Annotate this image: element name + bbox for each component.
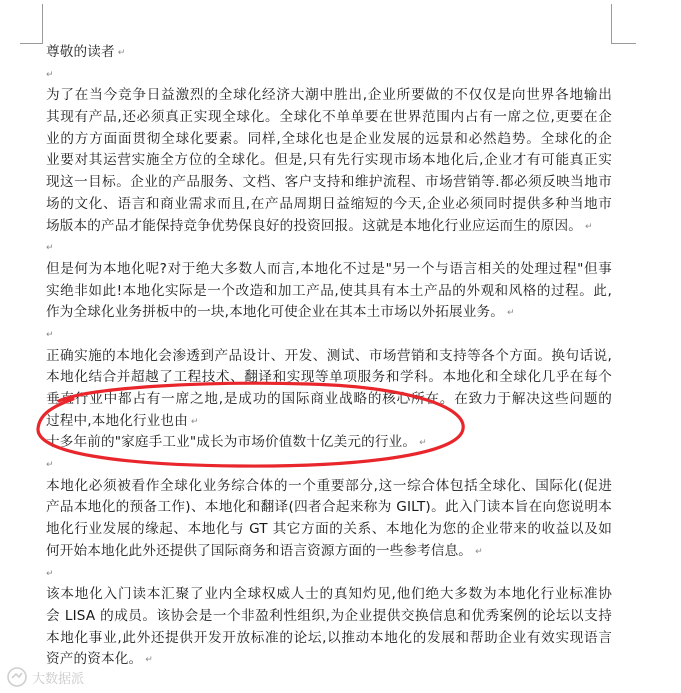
paragraph-1-line bbox=[46, 129, 612, 151]
paragraph-4-line bbox=[46, 497, 612, 519]
paragraph-3-line bbox=[46, 411, 612, 433]
line-text: 何开始本地化此外还提供了国际商务和语言资源方面的一些参考信息。 bbox=[46, 542, 473, 559]
line-text: 现这一目标。企业的产品服务、文档、客户支持和维护流程、市场营销等.都必须反映当地市 bbox=[46, 174, 612, 191]
paragraph-1-line bbox=[46, 85, 612, 107]
watermark bbox=[6, 665, 84, 689]
paragraph-mark-icon: ↵ bbox=[46, 568, 54, 579]
blank-line bbox=[46, 324, 612, 346]
line-text: 实绝非如此!本地化实际是一个改造和加工产品,使其具有本土产品的外观和风格的过程。此, bbox=[46, 282, 612, 299]
line-text: 产品本地化的预备工作)、本地化和翻译(四者合起来称为 GILT)。此入门读本旨在向您说明本 bbox=[46, 499, 612, 516]
salutation-line bbox=[46, 42, 612, 64]
paragraph-1-line bbox=[46, 194, 612, 216]
paragraph-1-line bbox=[46, 107, 612, 129]
line-text: 会 LISA 的成员。该协会是一个非盈利性组织,为企业提供交换信息和优秀案例的论坛以支持 bbox=[46, 607, 612, 624]
blank-line bbox=[46, 237, 612, 259]
paragraph-3-line bbox=[46, 367, 612, 389]
line-text: 本地化事业,此外还提供开发开放标准的论坛,以推动本地化的发展和帮助企业有效实现语言 bbox=[46, 629, 612, 646]
watermark-logo-icon bbox=[6, 666, 28, 688]
paragraph-5-line bbox=[46, 606, 612, 628]
line-text: 业要对其运营实施全方位的全球化。但是,只有先行实现市场本地化后,企业才有可能真正实 bbox=[46, 152, 612, 169]
line-text: 其现有产品,还必须真正实现全球化。全球化不单单要在世界范围内占有一席之位,更要在企 bbox=[46, 109, 612, 126]
line-text: 场的文化、语言和商业需求而且,在产品周期日益缩短的今天,企业必须同时提供多种当地市 bbox=[46, 195, 612, 212]
paragraph-2-line bbox=[46, 259, 612, 281]
paragraph-4-line bbox=[46, 541, 612, 563]
paragraph-5-line bbox=[46, 584, 612, 606]
line-text: 地化行业发展的缘起、本地化与 GT 其它方面的关系、本地化为您的企业带来的收益以及如 bbox=[46, 521, 612, 538]
line-text: 十多年前的"家庭手工业"成长为市场价值数十亿美元的行业。 bbox=[46, 434, 417, 451]
paragraph-mark-icon: ↵ bbox=[475, 546, 483, 557]
paragraph-mark-icon: ↵ bbox=[46, 329, 54, 340]
paragraph-1-line bbox=[46, 216, 612, 238]
paragraph-3-line bbox=[46, 432, 612, 454]
paragraph-mark-icon: ↵ bbox=[507, 308, 515, 319]
paragraph-1-line bbox=[46, 150, 612, 172]
paragraph-2-line bbox=[46, 302, 612, 324]
line-text: 过程中,本地化行业也由 bbox=[46, 412, 188, 429]
line-text: 垂直行业中都占有一席之地,是成功的国际商业战略的核心所在。在致力于解决这些问题的 bbox=[46, 391, 612, 407]
line-text: 但是何为本地化呢?对于绝大多数人而言,本地化不过是"另一个与语言相关的处理过程"但事 bbox=[46, 260, 612, 277]
blank-line bbox=[46, 454, 612, 476]
blank-line bbox=[46, 563, 612, 585]
paragraph-mark-icon: ↵ bbox=[419, 438, 427, 449]
line-text: 资产的资本化。 bbox=[46, 651, 143, 668]
paragraph-mark-icon: ↵ bbox=[46, 460, 54, 471]
paragraph-5-line bbox=[46, 649, 612, 671]
paragraph-5-line bbox=[46, 628, 612, 650]
paragraph-mark-icon: ↵ bbox=[145, 655, 153, 666]
top-left-crop-mark bbox=[20, 4, 43, 44]
paragraph-3-line bbox=[46, 389, 612, 411]
line-text: 本地化必须被看作全球化业务综合体的一个重要部分,这一综合体包括全球化、国际化(促进 bbox=[46, 477, 612, 494]
paragraph-3-line bbox=[46, 346, 612, 368]
line-text: 场版本的产品才能保持竞争优势保良好的投资回报。这就是本地化行业应运而生的原因。 bbox=[46, 217, 583, 234]
top-right-crop-mark bbox=[611, 4, 636, 44]
blank-line bbox=[46, 64, 612, 86]
document-body[interactable] bbox=[46, 42, 612, 671]
paragraph-mark-icon: ↵ bbox=[585, 221, 593, 232]
line-text: 为了在当今竞争日益激烈的全球化经济大潮中胜出,企业所要做的不仅仅是向世界各地输出 bbox=[46, 87, 612, 104]
paragraph-mark-icon: ↵ bbox=[190, 416, 199, 427]
line-text: 作为全球化业务拼板中的一块,本地化可使企业在其本土市场以外拓展业务。 bbox=[46, 304, 505, 321]
paragraph-mark-icon: ↵ bbox=[117, 48, 126, 58]
line-text: 正确实施的本地化会渗透到产品设计、开发、测试、市场营销和支持等各个方面。换句话说, bbox=[46, 347, 612, 364]
line-text: 业的方方面面贯彻全球化要素。同样,全球化也是企业发展的远景和必然趋势。全球化的企 bbox=[46, 130, 612, 147]
paragraph-1-line bbox=[46, 172, 612, 194]
line-text: 本地化结合并超越了工程技术、翻译和实现等单项服务和学科。本地化和全球化几乎在每个 bbox=[46, 369, 612, 386]
paragraph-mark-icon: ↵ bbox=[46, 243, 54, 254]
paragraph-4-line bbox=[46, 476, 612, 498]
watermark-text: 大数据派 bbox=[32, 671, 85, 687]
line-text: 尊敬的读者 bbox=[46, 44, 115, 60]
line-text: 该本地化入门读本汇聚了业内全球权威人士的真知灼见,他们绝大多数为本地化行业标准协 bbox=[46, 586, 612, 603]
paragraph-2-line bbox=[46, 281, 612, 303]
paragraph-mark-icon: ↵ bbox=[46, 69, 54, 80]
paragraph-4-line bbox=[46, 519, 612, 541]
